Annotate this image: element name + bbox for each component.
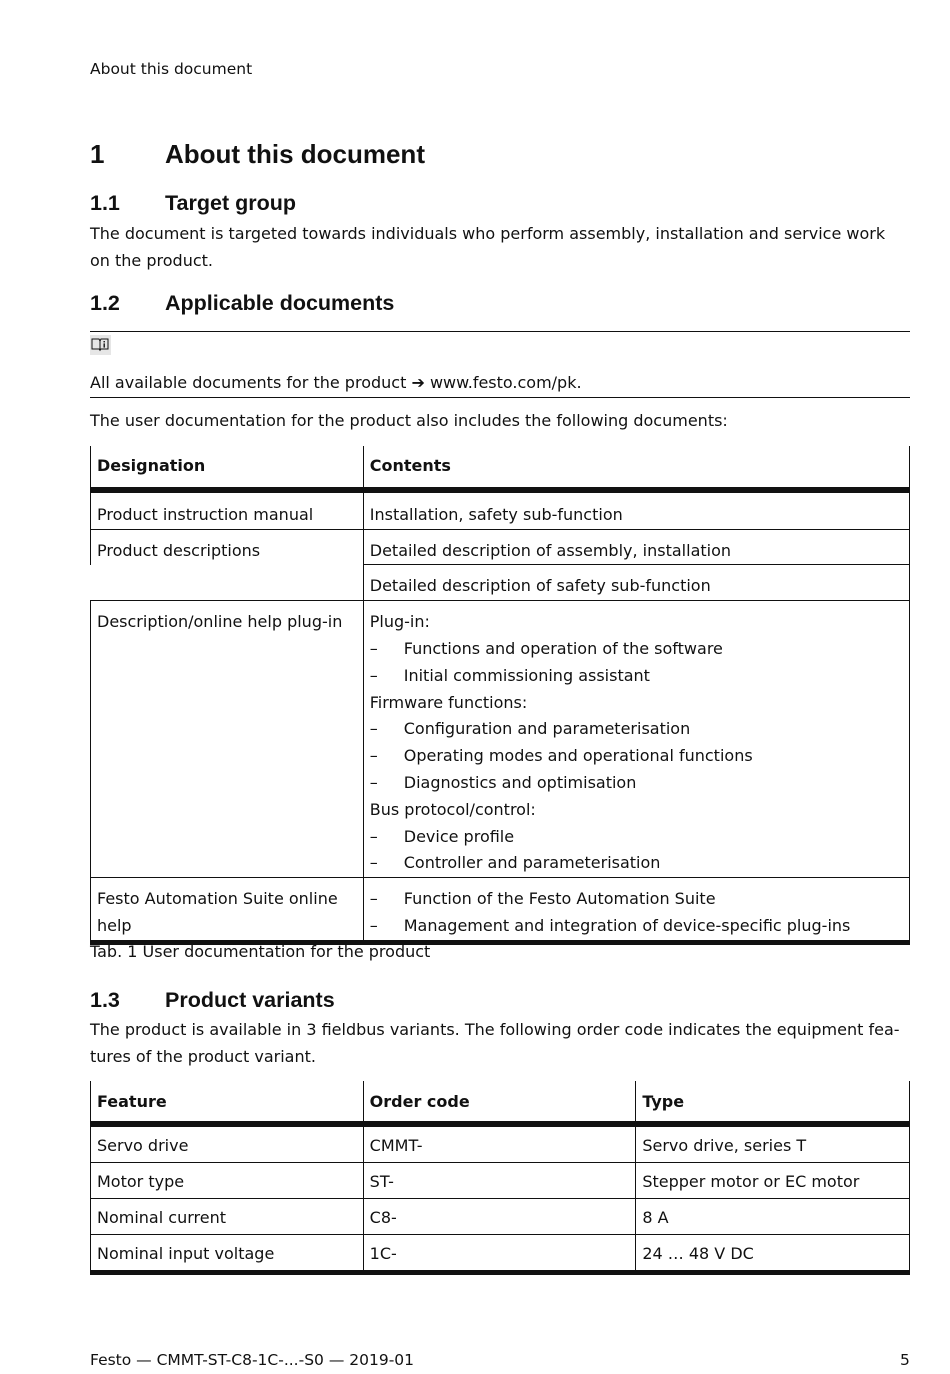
cell-contents: Detailed description of safety sub-function [363,565,909,601]
cell-contents: Installation, safety sub-function [369,504,623,524]
table-row [91,1124,910,1163]
firmware-label: Firmware functions: [369,692,528,712]
page-footer: Festo — CMMT-ST-C8-1C-...-S0 — 2019-01 [90,1351,415,1369]
section-heading-1-1 [90,191,296,216]
table-row [91,1235,910,1273]
section-number: 1.3 [90,988,120,1012]
applicable-docs-intro: The user documentation for the product also includes the following documents: [90,411,728,430]
header-type: Type [642,1092,685,1111]
cell-order-code: C8- [363,1199,636,1235]
section-title: Target group [165,191,296,215]
festo-link[interactable]: www.festo.com/pk. [429,373,582,392]
list-item: – Initial commissioning assistant [370,663,903,690]
table-row [91,529,910,565]
table-row [91,878,910,943]
table-header-row [91,446,910,490]
list-item: – Controller and parameterisation [370,850,903,877]
cell-contents [363,601,909,878]
list-item: – Management and integration of device-specific plug-ins [370,913,903,940]
cell-order-code: CMMT- [363,1124,636,1163]
table-row [91,490,910,529]
cell-feature: Nominal input voltage [91,1235,364,1273]
header-designation: Designation [91,446,364,490]
cell-designation: Description/online help plug-in [91,601,364,878]
table-row [91,1199,910,1235]
section-number: 1.2 [90,291,120,315]
cell-contents: Detailed description of assembly, installation [363,529,909,565]
list-item: – Function of the Festo Automation Suite [370,886,903,913]
table-caption: Tab. 1 User documentation for the product [90,942,431,961]
section-heading-1-3 [90,988,335,1013]
user-documentation-table [90,446,910,945]
header-order-code: Order code [363,1081,636,1124]
cell-type: Servo drive, series T [642,1136,807,1155]
list-item: – Diagnostics and optimisation [370,770,903,797]
bus-label: Bus protocol/control: [369,799,536,819]
cell-designation: Product descriptions [91,529,364,601]
note-top-rule [90,331,910,332]
cell-feature: Motor type [91,1163,364,1199]
cell-feature: Servo drive [91,1124,364,1163]
cell-type: 8 A [642,1208,669,1227]
list-item: – Configuration and parameterisation [370,716,903,743]
page-number: 5 [900,1351,910,1369]
list-item: – Operating modes and operational functions [370,743,903,770]
product-variants-text: The product is available in 3 fieldbus variants. The following order code indicates the equipment fea-tures of the product variant. [90,1020,900,1066]
header-feature: Feature [91,1081,364,1124]
plugin-label: Plug-in: [369,612,430,632]
list-item: – Functions and operation of the software [370,636,903,663]
cell-order-code: ST- [363,1163,636,1199]
list-item: – Device profile [370,824,903,851]
chapter-number: 1 [90,139,105,169]
cell-designation: Product instruction manual [91,490,364,529]
running-header: About this document [90,60,253,78]
book-info-icon [90,335,111,355]
cell-feature: Nominal current [91,1199,364,1235]
table-row [91,601,910,878]
section-title: Product variants [165,988,335,1012]
arrow-right-icon: ➔ [411,373,425,392]
cell-contents [363,878,909,943]
table-header-row [91,1081,910,1124]
header-contents: Contents [369,456,451,475]
note-text [90,369,910,396]
cell-order-code: 1C- [363,1235,636,1273]
chapter-heading [90,139,425,170]
note-label: All available documents for the product [90,373,407,392]
section-number: 1.1 [90,191,120,215]
product-variants-table [90,1081,910,1275]
target-group-text: The document is targeted towards individuals who perform assembly, installation and service work on the product. [90,224,886,270]
section-heading-1-2 [90,291,394,316]
cell-type: 24 … 48 V DC [642,1244,754,1263]
table-row [91,1163,910,1199]
section-title: Applicable documents [165,291,395,315]
cell-type: Stepper motor or EC motor [642,1172,860,1191]
note-bottom-rule [90,397,910,398]
chapter-title: About this document [165,139,425,169]
cell-designation: Festo Automation Suite online help [91,878,364,943]
